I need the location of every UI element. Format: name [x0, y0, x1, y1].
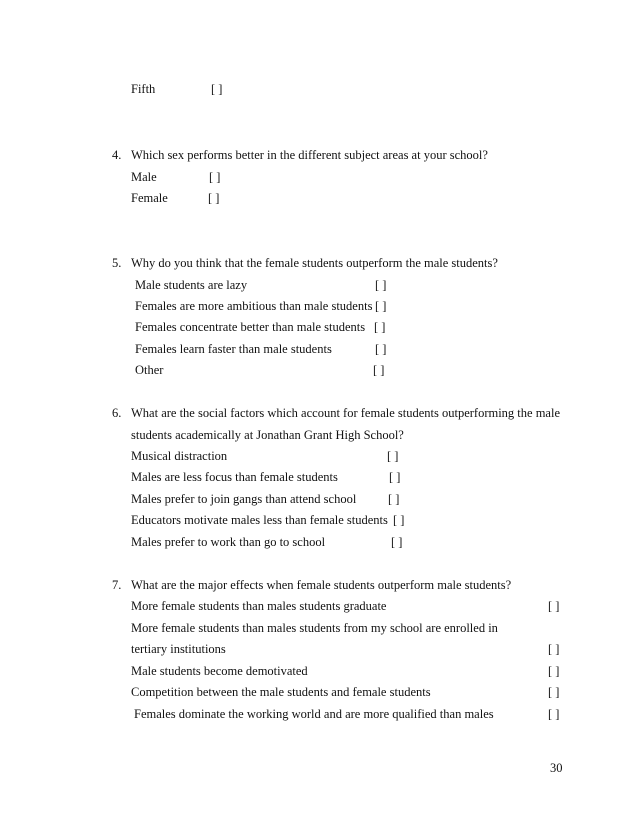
- checkbox[interactable]: [ ]: [391, 535, 403, 549]
- option-label: Competition between the male students and female students: [131, 685, 431, 699]
- option-label: Other: [135, 363, 164, 377]
- question-number: 6.: [112, 406, 122, 420]
- checkbox[interactable]: [ ]: [548, 685, 560, 699]
- checkbox[interactable]: [ ]: [548, 664, 560, 678]
- checkbox[interactable]: [ ]: [375, 342, 387, 356]
- checkbox[interactable]: [ ]: [548, 642, 560, 656]
- checkbox[interactable]: [ ]: [387, 449, 399, 463]
- page-number: 30: [550, 761, 563, 775]
- checkbox[interactable]: [ ]: [375, 299, 387, 313]
- question-text: students academically at Jonathan Grant High School?: [131, 428, 404, 442]
- question-number: 5.: [112, 256, 122, 270]
- question-text: What are the social factors which account for female students outperforming the male: [131, 406, 560, 420]
- checkbox-fifth[interactable]: [ ]: [211, 82, 223, 96]
- option-label: Females learn faster than male students: [135, 342, 332, 356]
- option-label-continued: tertiary institutions: [131, 642, 226, 656]
- question-text: Why do you think that the female students outperform the male students?: [131, 256, 498, 270]
- option-label: Male: [131, 170, 157, 184]
- question-text: Which sex performs better in the different subject areas at your school?: [131, 148, 488, 162]
- option-label: Male students are lazy: [135, 278, 248, 292]
- option-label: Females concentrate better than male students: [135, 320, 366, 334]
- checkbox[interactable]: [ ]: [373, 363, 385, 377]
- checkbox[interactable]: [ ]: [374, 320, 386, 334]
- checkbox[interactable]: [ ]: [388, 492, 400, 506]
- option-label: Educators motivate males less than female students: [131, 513, 388, 527]
- option-label: Fifth: [131, 82, 156, 96]
- option-label: Males prefer to work than go to school: [131, 535, 326, 549]
- question-number: 7.: [112, 578, 122, 592]
- option-label: Males prefer to join gangs than attend school: [131, 492, 357, 506]
- option-label: Female: [131, 191, 168, 205]
- option-label: Musical distraction: [131, 449, 228, 463]
- option-label: Females dominate the working world and are more qualified than males: [134, 707, 494, 721]
- option-label: Male students become demotivated: [131, 664, 308, 678]
- question-number: 4.: [112, 148, 122, 162]
- checkbox[interactable]: [ ]: [548, 599, 560, 613]
- option-label: More female students than males students graduate: [131, 599, 387, 613]
- checkbox[interactable]: [ ]: [393, 513, 405, 527]
- checkbox[interactable]: [ ]: [548, 707, 560, 721]
- checkbox-female[interactable]: [ ]: [208, 191, 220, 205]
- checkbox-male[interactable]: [ ]: [209, 170, 221, 184]
- question-text: What are the major effects when female students outperform male students?: [131, 578, 512, 592]
- option-label: More female students than males students from my school are enrolled in: [131, 621, 498, 635]
- option-label: Females are more ambitious than male students: [135, 299, 373, 313]
- option-label: Males are less focus than female students: [131, 470, 338, 484]
- checkbox[interactable]: [ ]: [389, 470, 401, 484]
- checkbox[interactable]: [ ]: [375, 278, 387, 292]
